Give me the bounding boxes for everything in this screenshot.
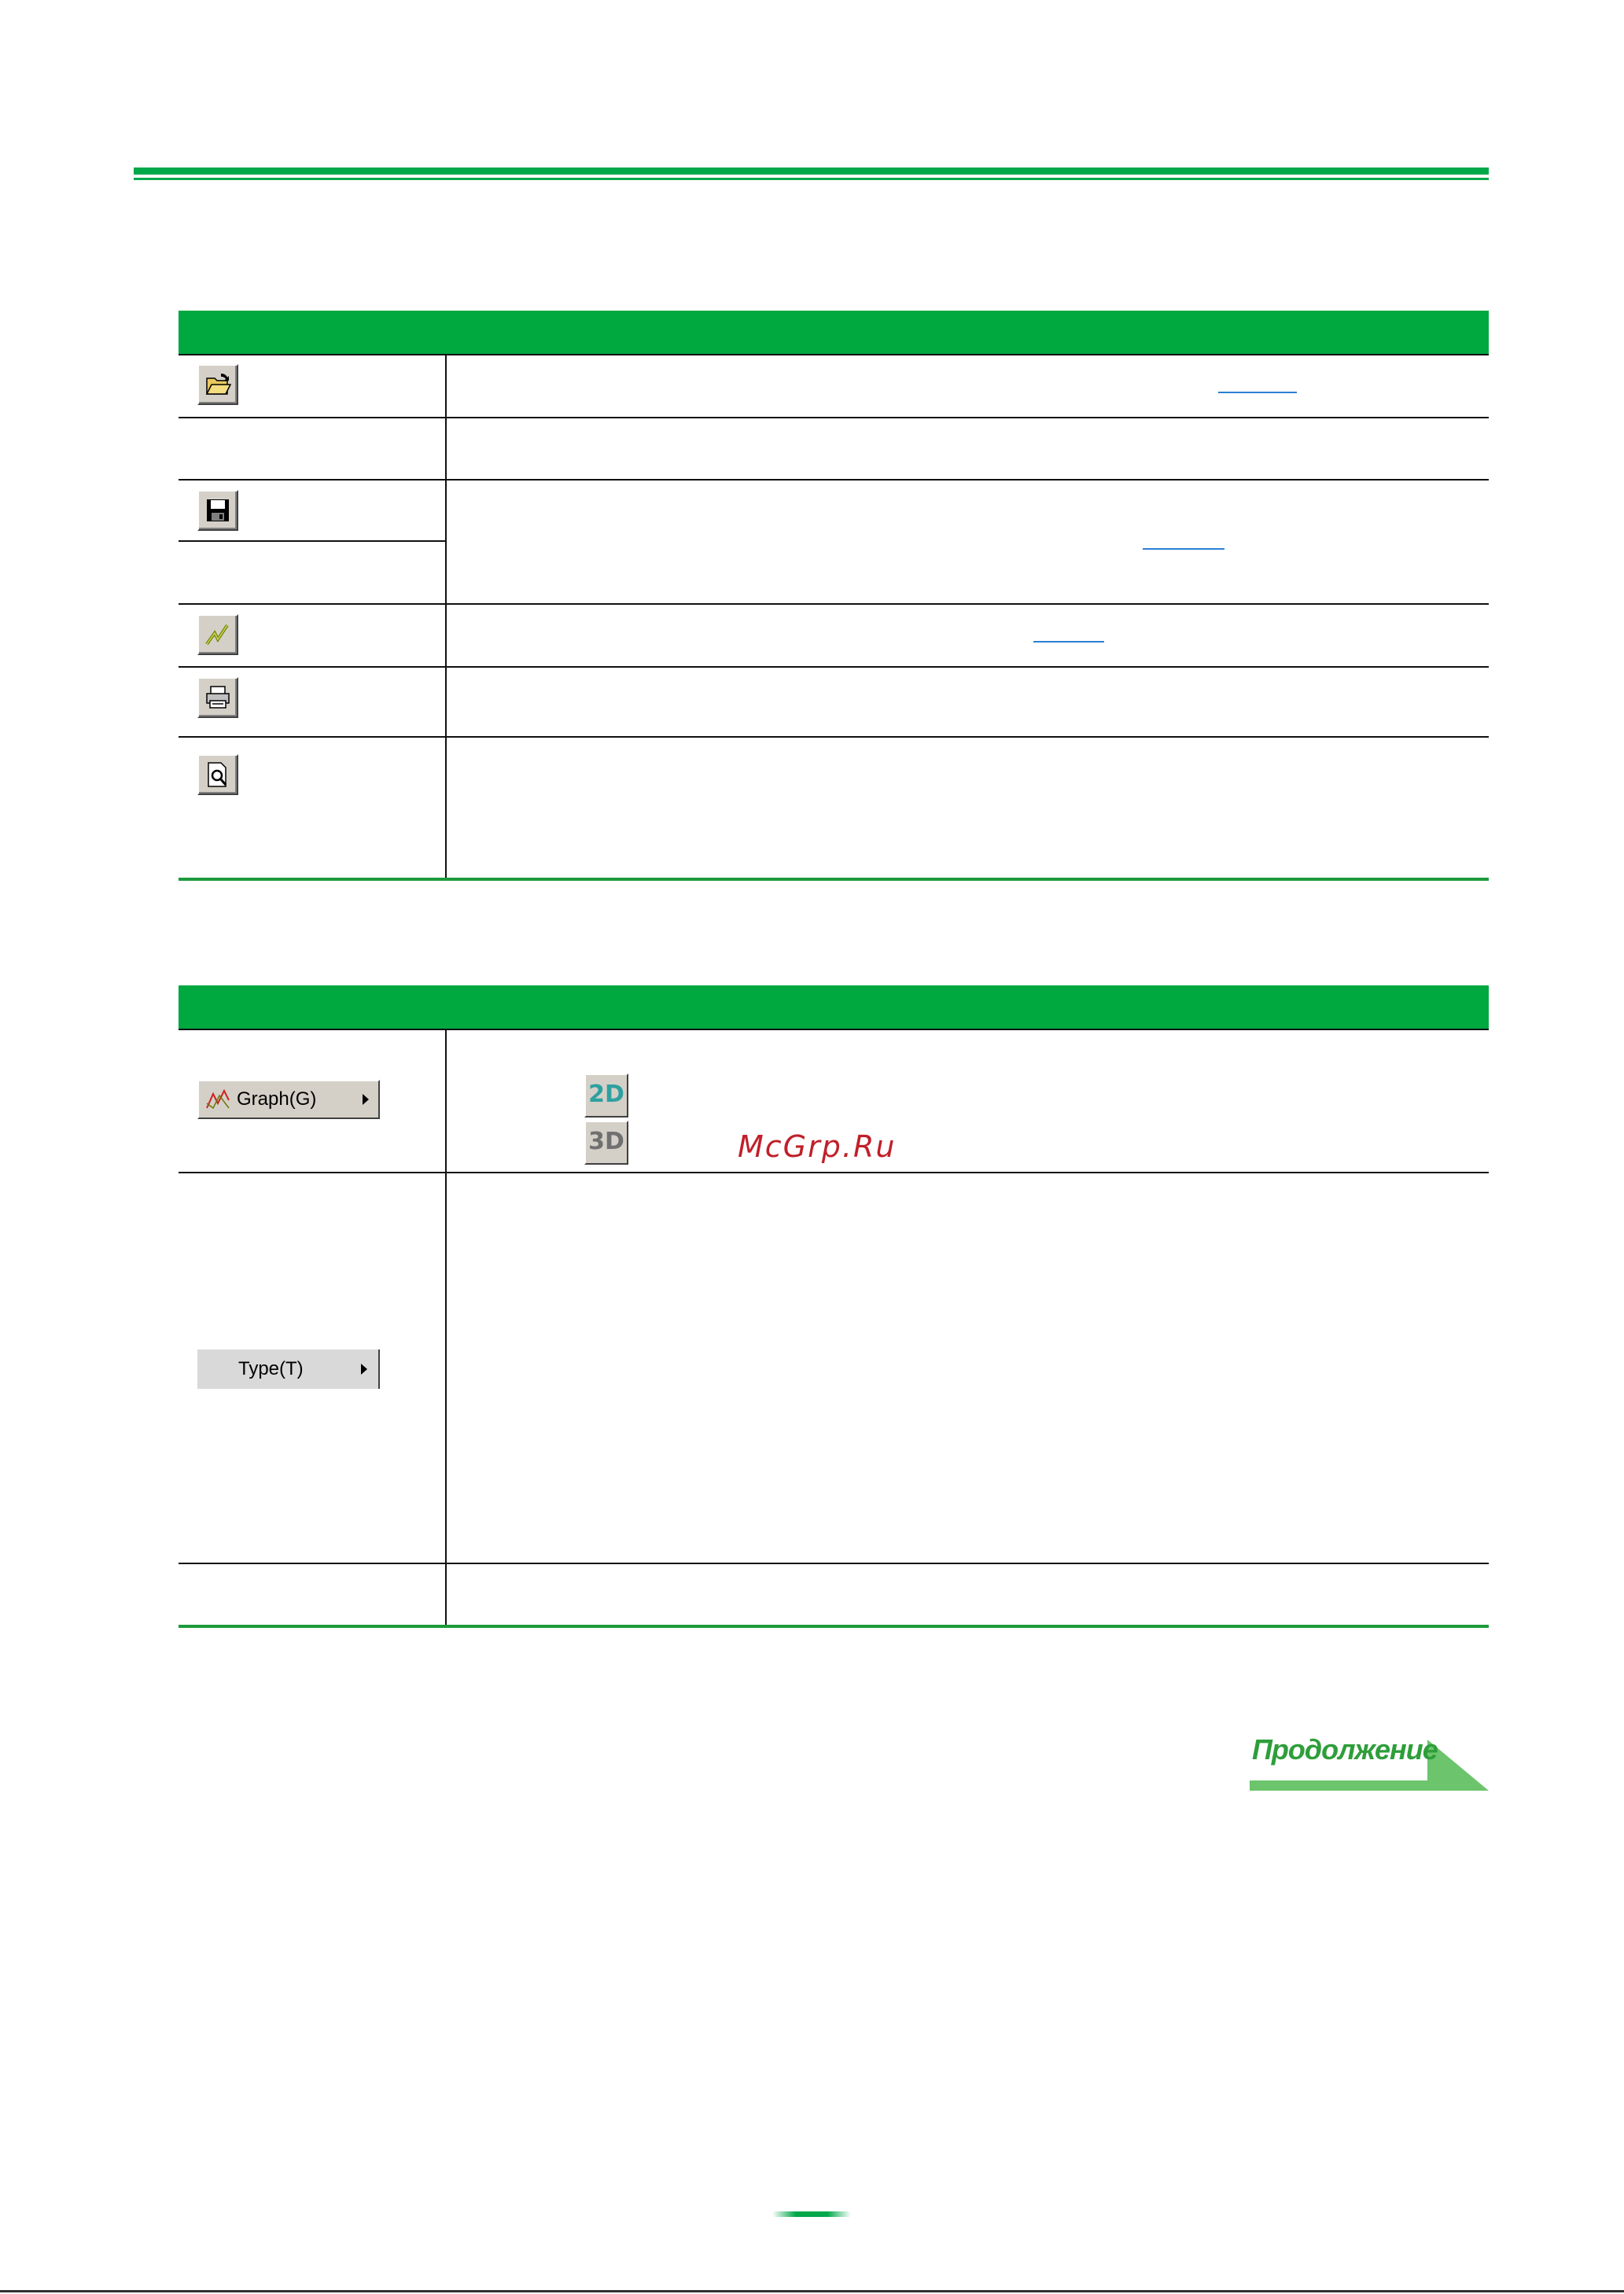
save-disk-icon: [204, 496, 232, 525]
page-link[interactable]: [1033, 641, 1104, 643]
printer-icon: [204, 683, 232, 712]
table-bottom-rule: [179, 878, 1489, 881]
column-divider: [445, 1030, 447, 1625]
row-divider: [179, 603, 1489, 605]
toolbar-table: [179, 311, 1489, 881]
open-folder-icon: [204, 370, 232, 399]
3d-button[interactable]: 3D: [584, 1121, 628, 1165]
graph-icon: [205, 1088, 232, 1111]
page-bottom-rule: [0, 2290, 1624, 2292]
continue-label: Продолжение: [1252, 1733, 1438, 1766]
open-button[interactable]: [197, 364, 238, 405]
submenu-arrow-icon: [363, 1094, 369, 1105]
submenu-arrow-icon: [361, 1364, 367, 1375]
row-divider: [179, 417, 1489, 418]
row-divider: [179, 354, 1489, 355]
row-divider: [179, 479, 1489, 481]
table-bottom-rule: [179, 1625, 1489, 1628]
type-menu-label: Type(T): [238, 1358, 304, 1379]
page-link[interactable]: [1143, 548, 1224, 550]
page-number-marker: [772, 2211, 851, 2217]
print-button[interactable]: [197, 677, 238, 718]
graph-button[interactable]: [197, 614, 238, 655]
row-divider: [179, 666, 1489, 668]
menu-table-header: [179, 985, 1489, 1029]
print-preview-button[interactable]: [197, 754, 238, 795]
column-divider: [445, 355, 447, 878]
menu-table: [179, 985, 1489, 1628]
header-rule: [134, 168, 1489, 175]
toolbar-table-header: [179, 311, 1489, 354]
row-divider: [179, 540, 446, 542]
row-divider: [179, 1563, 1489, 1564]
type-menu-button[interactable]: [197, 1350, 380, 1389]
save-button[interactable]: [197, 490, 238, 531]
print-preview-icon: [204, 760, 232, 789]
header-rule-thin: [134, 178, 1489, 180]
graph-menu-button[interactable]: [197, 1080, 380, 1119]
row-divider: [179, 736, 1489, 738]
graph-menu-label: Graph(G): [237, 1088, 317, 1110]
graph-line-icon: [204, 620, 232, 649]
row-divider: [179, 1029, 1489, 1030]
2d-button[interactable]: 2D: [584, 1073, 628, 1118]
page-link[interactable]: [1218, 392, 1297, 393]
row-divider: [179, 1172, 1489, 1173]
watermark: McGrp.Ru: [738, 1129, 897, 1164]
